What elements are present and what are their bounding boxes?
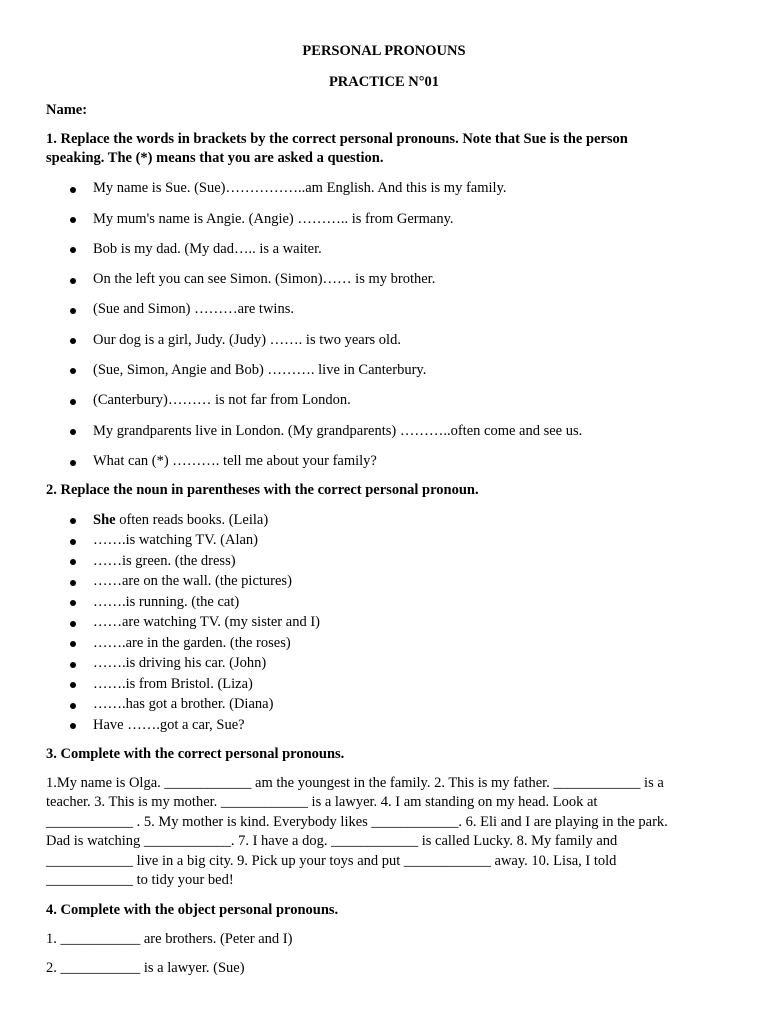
bullet-icon [70, 621, 76, 627]
bullet-icon [70, 187, 76, 193]
section2-heading: 2. Replace the noun in parentheses with the correct personal pronoun. [46, 482, 479, 498]
section1-heading-line2: speaking. The (*) means that you are asked a question. [46, 150, 384, 166]
list-item: …….is driving his car. (John) [93, 655, 267, 671]
list-item: Have …….got a car, Sue? [93, 717, 245, 733]
list-item: ……are on the wall. (the pictures) [93, 573, 292, 589]
bullet-icon [70, 559, 76, 565]
list-item: ……is green. (the dress) [93, 553, 236, 569]
bullet-icon [70, 429, 76, 435]
bullet-icon [70, 460, 76, 466]
name-label: Name: [46, 102, 88, 118]
list-item: Bob is my dad. (My dad….. is a waiter. [93, 241, 322, 257]
paragraph-line: ____________ live in a big city. 9. Pick up your toys and put ____________ away. 10. Lisa, I told [46, 853, 617, 869]
bullet-icon [70, 539, 76, 545]
list-item: My mum's name is Angie. (Angie) ……….. is from Germany. [93, 211, 454, 227]
list-item: (Sue and Simon) ………are twins. [93, 301, 294, 317]
bullet-icon [70, 703, 76, 709]
exercise-item: 2. ___________ is a lawyer. (Sue) [46, 960, 245, 976]
bullet-icon [70, 217, 76, 223]
list-item: On the left you can see Simon. (Simon)…… is my brother. [93, 271, 436, 287]
list-item: My grandparents live in London. (My grandparents) ………..often come and see us. [93, 423, 583, 439]
list-item [93, 512, 268, 529]
example-text: often reads books. (Leila) [115, 512, 269, 528]
bullet-icon [70, 278, 76, 284]
bullet-icon [70, 641, 76, 647]
bullet-icon [70, 723, 76, 729]
bullet-icon [70, 518, 76, 524]
section4-heading: 4. Complete with the object personal pronouns. [46, 902, 339, 918]
paragraph-line: teacher. 3. This is my mother. ____________ is a lawyer. 4. I am standing on my head. Look at [46, 794, 598, 810]
list-item: My name is Sue. (Sue)……………..am English. And this is my family. [93, 180, 507, 196]
page-subtitle: PRACTICE N°01 [328, 74, 440, 90]
exercise-item: 1. ___________ are brothers. (Peter and I) [46, 931, 293, 947]
list-item: (Canterbury)……… is not far from London. [93, 392, 351, 408]
section3-heading: 3. Complete with the correct personal pronouns. [46, 746, 345, 762]
list-item: (Sue, Simon, Angie and Bob) ………. live in Canterbury. [93, 362, 427, 378]
example-answer: She [93, 512, 116, 528]
bullet-icon [70, 338, 76, 344]
bullet-icon [70, 247, 76, 253]
paragraph-line: ____________ to tidy your bed! [46, 872, 234, 888]
bullet-icon [70, 682, 76, 688]
bullet-icon [70, 308, 76, 314]
paragraph-line: Dad is watching ____________. 7. I have a dog. ____________ is called Lucky. 8. My family and [46, 833, 618, 849]
paragraph-line: 1.My name is Olga. ____________ am the youngest in the family. 2. This is my father. ____________ is a [46, 775, 664, 791]
bullet-icon [70, 368, 76, 374]
bullet-icon [70, 399, 76, 405]
list-item: …….is watching TV. (Alan) [93, 532, 258, 548]
bullet-icon [70, 580, 76, 586]
list-item: What can (*) ………. tell me about your family? [93, 453, 377, 469]
list-item: …….is from Bristol. (Liza) [93, 676, 253, 692]
bullet-icon [70, 600, 76, 606]
bullet-icon [70, 662, 76, 668]
page-title: PERSONAL PRONOUNS [302, 43, 466, 59]
list-item: ……are watching TV. (my sister and I) [93, 614, 320, 630]
list-item: …….is running. (the cat) [93, 594, 240, 610]
section1-heading-line1: 1. Replace the words in brackets by the correct personal pronouns. Note that Sue is the person [46, 131, 628, 147]
list-item: …….has got a brother. (Diana) [93, 696, 274, 712]
list-item: …….are in the garden. (the roses) [93, 635, 291, 651]
list-item: Our dog is a girl, Judy. (Judy) ……. is two years old. [93, 332, 401, 348]
paragraph-line: ____________ . 5. My mother is kind. Everybody likes ____________. 6. Eli and I are playing in the park. [46, 814, 668, 830]
